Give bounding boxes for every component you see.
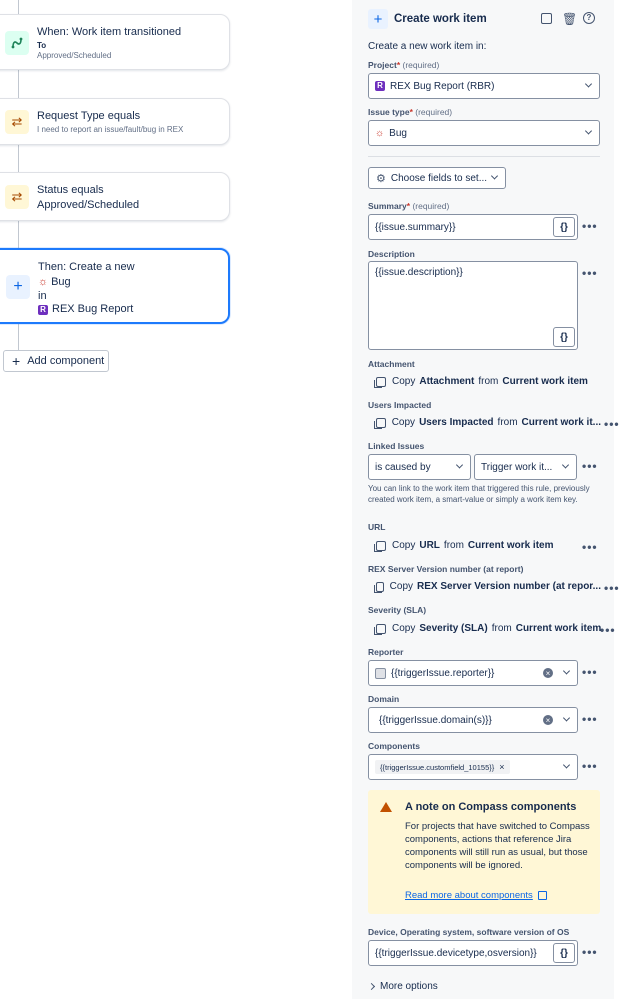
condition-value: Approved/Scheduled (37, 199, 140, 211)
chevron-down-icon (562, 461, 569, 468)
more-actions-icon[interactable]: ••• (582, 219, 598, 233)
copy-icon (376, 377, 386, 387)
clear-icon[interactable]: × (543, 715, 553, 725)
trigger-card[interactable] (0, 14, 230, 70)
more-actions-icon[interactable]: ••• (582, 459, 598, 473)
note-title: A note on Compass components (405, 801, 577, 813)
attachment-label: Attachment (368, 359, 415, 369)
transition-icon (5, 31, 29, 55)
project-logo-icon: R (38, 305, 48, 315)
note-body: For projects that have switched to Compass components, actions that reference Jira components will still run as usual, but those components will be ignored. (405, 821, 590, 871)
more-actions-icon[interactable]: ••• (582, 712, 598, 726)
action-title: Then: Create a new (38, 261, 135, 273)
condition-card-status[interactable] (0, 172, 230, 221)
summary-label: Summary* (required) (368, 201, 450, 211)
warning-icon (380, 802, 392, 812)
more-options-toggle[interactable]: More options (369, 981, 438, 992)
project-label: Project* (required) (368, 60, 440, 70)
users-impacted-label: Users Impacted (368, 400, 432, 410)
connector-line (18, 70, 19, 98)
more-actions-icon[interactable]: ••• (604, 417, 620, 431)
gear-icon: ⚙ (376, 172, 386, 185)
condition-title: Request Type equals (37, 110, 141, 122)
panel-title: Create work item (394, 13, 487, 25)
condition-title: Status equals (37, 184, 104, 196)
connector-line (18, 221, 19, 248)
users-impacted-copy-row[interactable]: Copy Users Impacted from Current work it... (376, 417, 601, 428)
chevron-down-icon (563, 667, 570, 674)
server-version-copy-row[interactable]: Copy REX Server Version number (at repor... (376, 581, 601, 592)
domain-label: Domain (368, 694, 400, 704)
external-link-icon (538, 891, 547, 900)
chevron-down-icon (585, 127, 592, 134)
chevron-down-icon (585, 80, 592, 87)
choose-fields-button[interactable]: ⚙ Choose fields to set... (368, 167, 506, 189)
more-actions-icon[interactable]: ••• (600, 623, 616, 637)
reporter-select[interactable]: {{triggerIssue.reporter}} × (368, 660, 578, 686)
components-select[interactable] (368, 754, 578, 780)
trigger-to-value: Approved/Scheduled (37, 51, 112, 60)
action-issue-type: ☼ Bug (38, 276, 71, 288)
description-input[interactable]: {{issue.description}} {} (368, 261, 578, 350)
add-icon: + (6, 275, 30, 299)
condition-card-request-type[interactable] (0, 98, 230, 145)
attachment-copy-row[interactable]: Copy Attachment from Current work item (376, 376, 588, 387)
more-actions-icon[interactable]: ••• (582, 945, 598, 959)
url-label: URL (368, 522, 386, 532)
linked-issues-label: Linked Issues (368, 441, 425, 451)
more-actions-icon[interactable]: ••• (582, 759, 598, 773)
issue-type-label: Issue type* (required) (368, 107, 453, 117)
components-label: Components (368, 741, 420, 751)
avatar (375, 668, 386, 679)
copy-icon (376, 624, 386, 634)
smart-value-button[interactable]: {} (553, 327, 575, 347)
component-chip[interactable]: {{triggerIssue.customfield_10155}} × (375, 760, 510, 774)
panel-subtitle: Create a new work item in: (368, 41, 487, 52)
add-component-button[interactable]: + Add component (3, 350, 109, 372)
divider (368, 156, 600, 157)
trigger-title: When: Work item transitioned (37, 26, 182, 38)
more-actions-icon[interactable]: ••• (582, 540, 598, 554)
chevron-right-icon (368, 983, 375, 990)
condition-icon: ⇄ (5, 185, 29, 209)
chevron-down-icon (563, 714, 570, 721)
link-target-select[interactable]: Trigger work it... (474, 454, 577, 480)
action-card-create-work-item[interactable] (0, 248, 230, 324)
condition-value: I need to report an issue/fault/bug in REX (37, 125, 184, 134)
description-label: Description (368, 249, 415, 259)
smart-value-button[interactable]: {} (553, 217, 575, 237)
compass-note (368, 790, 600, 914)
link-type-select[interactable]: is caused by (368, 454, 471, 480)
copy-icon (376, 582, 384, 592)
bug-icon: ☼ (375, 127, 385, 139)
connector-line (18, 0, 19, 14)
domain-select[interactable]: {{triggerIssue.domain(s)}} × (368, 707, 578, 733)
reporter-label: Reporter (368, 647, 404, 657)
connector-line (18, 145, 19, 172)
action-in-label: in (38, 290, 47, 302)
chevron-down-icon (456, 461, 463, 468)
chevron-down-icon (491, 172, 498, 179)
smart-value-button[interactable]: {} (553, 943, 575, 963)
device-input[interactable]: {{triggerIssue.devicetype,osversion}} {} (368, 940, 578, 966)
more-actions-icon[interactable]: ••• (582, 266, 598, 280)
remove-icon[interactable]: × (499, 762, 505, 772)
create-work-item-panel (352, 0, 620, 999)
copy-icon (376, 418, 386, 428)
server-version-label: REX Server Version number (at report) (368, 564, 524, 574)
duplicate-icon[interactable] (541, 13, 552, 24)
add-icon: + (368, 9, 388, 29)
severity-copy-row[interactable]: Copy Severity (SLA) from Current work item (376, 623, 601, 634)
bug-icon: ☼ (38, 276, 49, 288)
url-copy-row[interactable]: Copy URL from Current work item (376, 540, 554, 551)
condition-icon: ⇄ (5, 110, 29, 134)
device-label: Device, Operating system, software version of OS (368, 927, 570, 937)
trash-icon[interactable]: 🗑︎ (562, 12, 578, 26)
connector-line (18, 324, 19, 350)
project-logo-icon: R (375, 81, 385, 91)
action-project: R REX Bug Report (38, 302, 133, 317)
more-actions-icon[interactable]: ••• (604, 581, 620, 595)
help-icon[interactable]: ? (583, 12, 595, 24)
issue-type-select[interactable]: ☼ Bug (368, 120, 600, 146)
read-more-link[interactable]: Read more about components (405, 890, 547, 901)
summary-input[interactable]: {{issue.summary}} {} (368, 214, 578, 240)
copy-icon (376, 541, 386, 551)
chevron-down-icon (563, 761, 570, 768)
more-actions-icon[interactable]: ••• (582, 665, 598, 679)
trigger-to-label: To (37, 41, 47, 50)
plus-icon: + (12, 353, 21, 369)
severity-label: Severity (SLA) (368, 605, 427, 615)
linked-issues-help: You can link to the work item that triggered this rule, previously created work item, a smart-value or simply a work item key. (368, 484, 590, 504)
clear-icon[interactable]: × (543, 668, 553, 678)
project-select[interactable]: R REX Bug Report (RBR) (368, 73, 600, 99)
